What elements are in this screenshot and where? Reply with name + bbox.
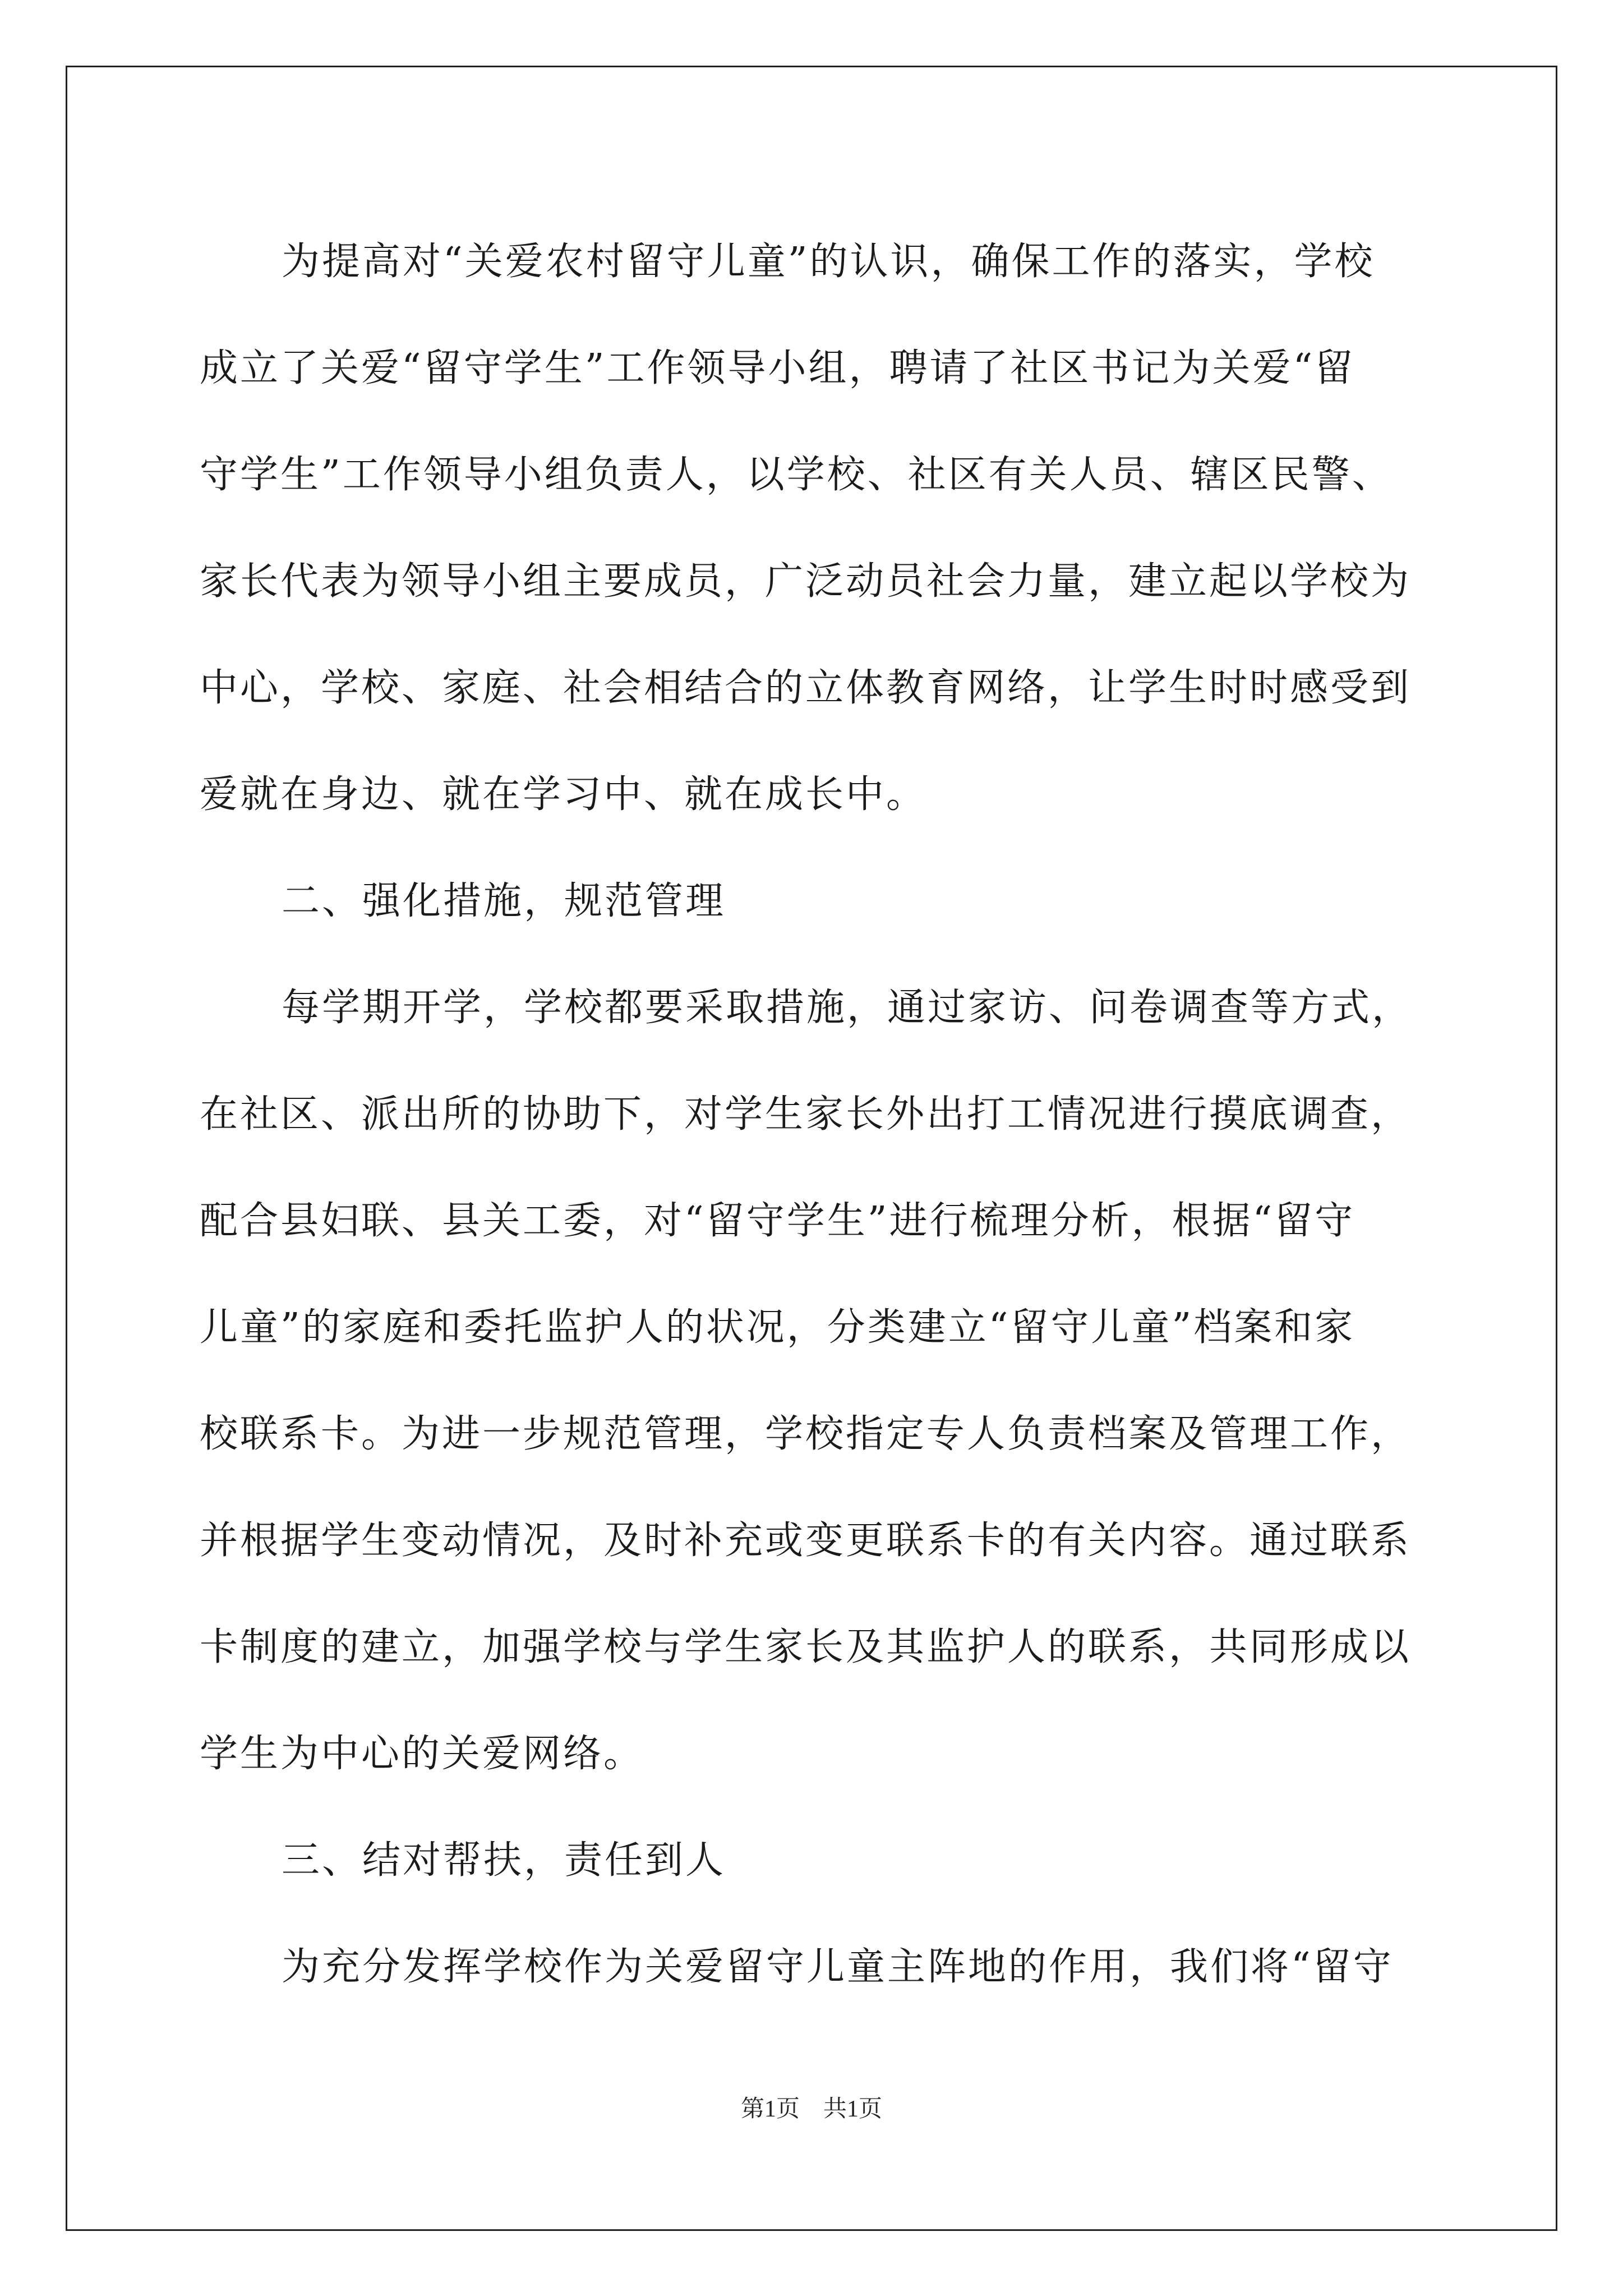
paragraph-line: 在社区、派出所的协助下，对学生家长外出打工情况进行摸底调查，: [200, 1092, 1412, 1137]
paragraph-line: 配合县妇联、县关工委，对“留守学生”进行梳理分析，根据“留守: [200, 1199, 1355, 1243]
page-number: 第1页: [740, 2096, 800, 2122]
paragraph-line: 儿童”的家庭和委托监护人的状况，分类建立“留守儿童”档案和家: [200, 1305, 1355, 1350]
paragraph-line: 学生为中心的关爱网络。: [200, 1732, 644, 1776]
section-heading: 三、结对帮扶，责任到人: [282, 1838, 726, 1883]
paragraph-line: 成立了关爱“留守学生”工作领导小组，聘请了社区书记为关爱“留: [200, 346, 1355, 390]
paragraph-line: 爱就在身边、就在学习中、就在成长中。: [200, 772, 927, 817]
document-body: [200, 209, 1428, 2021]
paragraph-line: 并根据学生变动情况，及时补充或变更联系卡的有关内容。通过联系: [200, 1519, 1412, 1563]
paragraph-line: 中心，学校、家庭、社会相结合的立体教育网络，让学生时时感受到: [200, 666, 1412, 710]
paragraph-line: 校联系卡。为进一步规范管理，学校指定专人负责档案及管理工作，: [200, 1412, 1412, 1456]
paragraph-line: 为提高对“关爱农村留守儿童”的认识，确保工作的落实，学校: [282, 240, 1375, 284]
paragraph-line: 守学生”工作领导小组负责人，以学校、社区有关人员、辖区民警、: [200, 453, 1393, 497]
paragraph-line: 每学期开学，学校都要采取措施，通过家访、问卷调查等方式，: [282, 986, 1413, 1030]
paragraph-line: 卡制度的建立，加强学校与学生家长及其监护人的联系，共同形成以: [200, 1625, 1412, 1669]
paragraph-line: 为充分发挥学校作为关爱留守儿童主阵地的作用，我们将“留守: [282, 1945, 1394, 1989]
page-footer: [0, 2090, 1623, 2124]
page-total: 共1页: [823, 2096, 883, 2122]
section-heading: 二、强化措施，规范管理: [282, 879, 726, 923]
paragraph-line: 家长代表为领导小组主要成员，广泛动员社会力量，建立起以学校为: [200, 559, 1412, 604]
